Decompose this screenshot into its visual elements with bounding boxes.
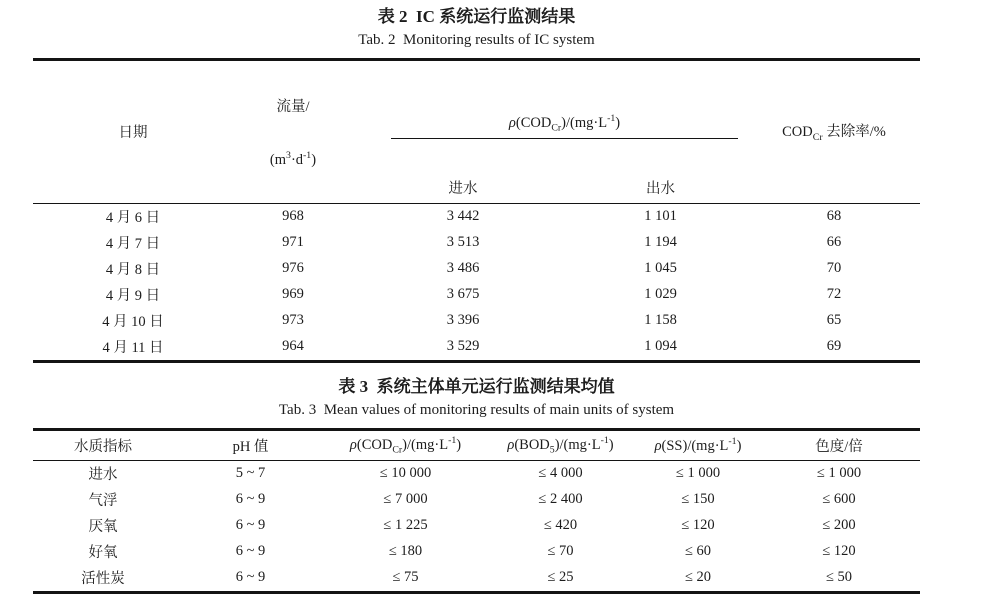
cell-cod: ≤ 75 bbox=[392, 569, 419, 586]
table3-header-indicator: 水质指标 bbox=[33, 429, 173, 460]
cell-effluent: 1 101 bbox=[644, 208, 677, 225]
cell-chroma: ≤ 50 bbox=[825, 569, 853, 586]
cell-flow: 971 bbox=[282, 234, 304, 251]
cell-chroma: ≤ 120 bbox=[822, 543, 856, 560]
cell-influent: 3 442 bbox=[446, 208, 480, 225]
cell-removal: 72 bbox=[826, 286, 842, 303]
cell-effluent: 1 194 bbox=[644, 234, 677, 251]
cell-ss: ≤ 150 bbox=[681, 491, 715, 508]
cell-date: 4 月 6 日 bbox=[105, 210, 161, 227]
cell-cod: ≤ 10 000 bbox=[379, 465, 432, 482]
table2-header-date: 日期 bbox=[33, 60, 233, 204]
cell-influent: 3 529 bbox=[446, 338, 480, 355]
table2-header-cod-group bbox=[353, 60, 748, 173]
cell-date: 4 月 7 日 bbox=[105, 236, 161, 253]
cell-effluent: 1 029 bbox=[644, 286, 677, 303]
cell-flow: 976 bbox=[282, 260, 304, 277]
table2-header bbox=[33, 60, 920, 204]
cell-bod: ≤ 2 400 bbox=[538, 491, 583, 508]
table3-body bbox=[33, 460, 920, 592]
cell-bod: ≤ 25 bbox=[547, 569, 574, 586]
table2-header-flow-line1: 流量/ bbox=[276, 99, 310, 115]
cell-ss: ≤ 1 000 bbox=[675, 465, 721, 482]
table3 bbox=[33, 428, 920, 594]
cell-date: 4 月 11 日 bbox=[102, 340, 164, 357]
cell-date: 4 月 9 日 bbox=[105, 288, 161, 305]
table2-header-removal: $COD_{Cr}$ 去除率/% bbox=[748, 60, 920, 204]
cell-influent: 3 486 bbox=[446, 260, 480, 277]
cell-ss: ≤ 120 bbox=[681, 517, 715, 534]
table2 bbox=[33, 58, 920, 363]
cell-flow: 973 bbox=[282, 312, 304, 329]
table-row bbox=[33, 230, 920, 256]
cell-unit: 好氧 bbox=[88, 545, 118, 562]
table2-header-row-top bbox=[33, 60, 920, 173]
table-row bbox=[33, 460, 920, 487]
cell-flow: 969 bbox=[282, 286, 304, 303]
table2-title-chinese: 表 2 IC 系统运行监测结果 bbox=[377, 7, 576, 26]
table3-header-cod: $\rho(COD_{Cr})/(mg\cdot L^{-1})$ bbox=[328, 429, 483, 460]
cell-ph: 5 ~ 7 bbox=[235, 465, 266, 482]
table3-section bbox=[33, 376, 920, 594]
table-row bbox=[33, 539, 920, 565]
table-row bbox=[33, 256, 920, 282]
cell-chroma: ≤ 600 bbox=[822, 491, 856, 508]
table-row bbox=[33, 203, 920, 230]
cell-cod: ≤ 1 225 bbox=[383, 517, 428, 534]
table2-header-influent: 进水 bbox=[353, 173, 573, 203]
table2-header-effluent: 出水 bbox=[573, 173, 748, 203]
cell-ph: 6 ~ 9 bbox=[235, 569, 266, 586]
table-row bbox=[33, 308, 920, 334]
cell-ph: 6 ~ 9 bbox=[235, 517, 266, 534]
cell-unit: 活性炭 bbox=[81, 571, 125, 588]
cell-unit: 厌氧 bbox=[88, 519, 118, 536]
cell-cod: ≤ 180 bbox=[388, 543, 423, 560]
table-row bbox=[33, 513, 920, 539]
cell-bod: ≤ 420 bbox=[543, 517, 578, 534]
table3-header-row bbox=[33, 429, 920, 460]
table-row bbox=[33, 334, 920, 362]
table3-header bbox=[33, 429, 920, 460]
cell-influent: 3 513 bbox=[446, 234, 480, 251]
cell-bod: ≤ 4 000 bbox=[538, 465, 583, 482]
table2-header-flow bbox=[233, 60, 353, 204]
table3-header-ss: $\rho(SS)/(mg\cdot L^{-1})$ bbox=[638, 429, 758, 460]
cell-flow: 968 bbox=[282, 208, 304, 225]
cell-removal: 65 bbox=[826, 312, 842, 329]
cell-influent: 3 396 bbox=[446, 312, 480, 329]
cell-flow: 964 bbox=[282, 338, 304, 355]
cell-removal: 66 bbox=[826, 234, 842, 251]
cell-bod: ≤ 70 bbox=[547, 543, 574, 560]
cell-ss: ≤ 60 bbox=[684, 543, 712, 560]
cell-ss: ≤ 20 bbox=[684, 569, 712, 586]
cell-influent: 3 675 bbox=[446, 286, 480, 303]
table-row bbox=[33, 282, 920, 308]
cell-chroma: ≤ 1 000 bbox=[816, 465, 862, 482]
cell-date: 4 月 8 日 bbox=[105, 262, 161, 279]
table2-title-english: Tab. 2 Monitoring results of IC system bbox=[358, 32, 595, 48]
cell-effluent: 1 045 bbox=[644, 260, 677, 277]
cell-ph: 6 ~ 9 bbox=[235, 543, 266, 560]
cell-effluent: 1 158 bbox=[644, 312, 677, 329]
table-row bbox=[33, 565, 920, 593]
table3-header-ph: pH 值 bbox=[173, 429, 328, 460]
cell-ph: 6 ~ 9 bbox=[235, 491, 266, 508]
table2-section bbox=[33, 6, 920, 363]
table3-title-chinese: 表 3 系统主体单元运行监测结果均值 bbox=[338, 376, 615, 396]
cell-date: 4 月 10 日 bbox=[102, 314, 164, 331]
table2-body bbox=[33, 203, 920, 361]
cell-effluent: 1 094 bbox=[644, 338, 677, 355]
table3-header-bod: $\rho(BOD_5)/(mg\cdot L^{-1})$ bbox=[483, 429, 638, 460]
cell-cod: ≤ 7 000 bbox=[383, 491, 428, 508]
table3-header-chroma: 色度/倍 bbox=[758, 429, 920, 460]
table3-title-english: Tab. 3 Mean values of monitoring results of main units of system bbox=[278, 401, 675, 418]
cell-removal: 70 bbox=[826, 260, 842, 277]
cell-unit: 进水 bbox=[88, 467, 118, 484]
cell-removal: 68 bbox=[826, 208, 842, 225]
cell-unit: 气浮 bbox=[88, 493, 118, 510]
table2-header-flow-line2: $(m^3\cdot d^{-1})$ bbox=[269, 150, 317, 168]
cell-removal: 69 bbox=[826, 338, 842, 355]
cell-chroma: ≤ 200 bbox=[822, 517, 856, 534]
table2-header-cod-group-label: $\rho(COD_{Cr})/(mg\cdot L^{-1})$ bbox=[391, 113, 738, 139]
